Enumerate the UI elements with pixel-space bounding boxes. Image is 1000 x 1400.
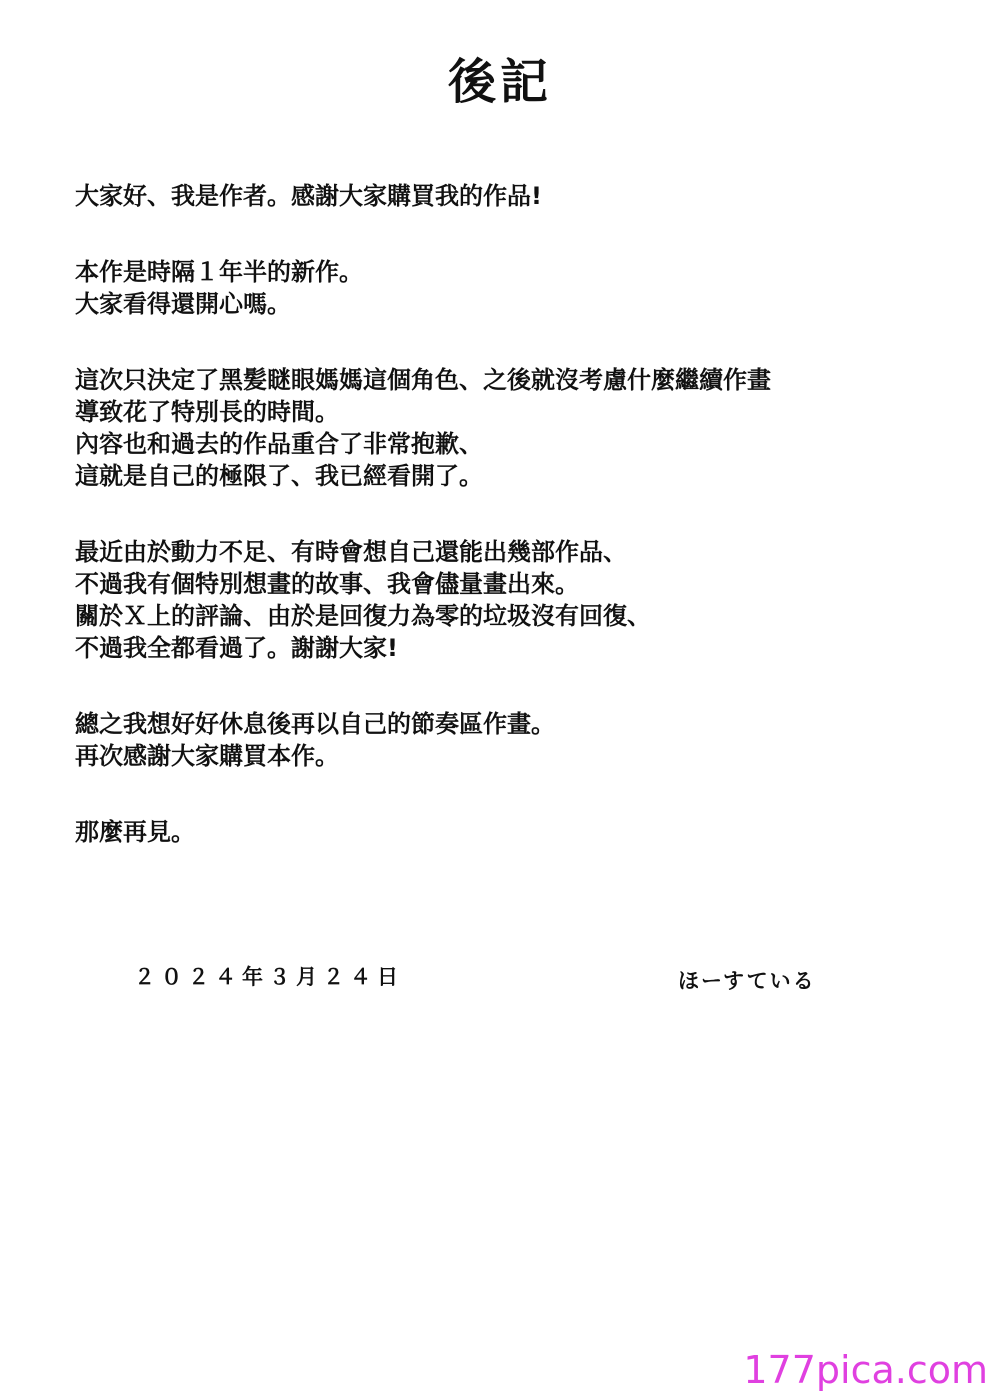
paragraph-6 xyxy=(75,816,935,848)
author-signature: ほーすている xyxy=(678,969,816,993)
text-line: 內容也和過去的作品重合了非常抱歉、 xyxy=(75,430,483,458)
text-line: 關於Ｘ上的評論、由於是回復力為零的垃圾沒有回復、 xyxy=(75,602,651,630)
text-line: 再次感謝大家購買本作。 xyxy=(75,742,339,770)
afterword-body xyxy=(75,180,935,892)
paragraph-2 xyxy=(75,256,935,320)
paragraph-4 xyxy=(75,536,935,664)
text-line: 不過我全都看過了。謝謝大家! xyxy=(75,634,398,662)
text-line: 不過我有個特別想畫的故事、我會儘量畫出來。 xyxy=(75,570,579,598)
page-title: 後記 xyxy=(447,54,552,110)
paragraph-5 xyxy=(75,708,935,772)
paragraph-1 xyxy=(75,180,935,212)
text-line: 本作是時隔１年半的新作。 xyxy=(75,258,363,286)
text-line: 那麼再見。 xyxy=(75,818,195,846)
text-line: 這次只決定了黑髪瞇眼媽媽這個角色、之後就沒考慮什麼繼續作畫 xyxy=(75,366,771,394)
text-line: 導致花了特別長的時間。 xyxy=(75,398,339,426)
watermark-link[interactable]: 177pica.com xyxy=(743,1348,988,1392)
paragraph-3 xyxy=(75,364,935,492)
text-line: 大家看得還開心嗎。 xyxy=(75,290,291,318)
text-line: 這就是自己的極限了、我已經看開了。 xyxy=(75,462,483,490)
text-line: 最近由於動力不足、有時會想自己還能出幾部作品、 xyxy=(75,538,627,566)
text-line: 總之我想好好休息後再以自己的節奏區作畫。 xyxy=(75,710,555,738)
text-line: 大家好、我是作者。感謝大家購買我的作品! xyxy=(75,182,542,210)
date-signature: ２０２４年３月２４日 xyxy=(134,965,404,989)
